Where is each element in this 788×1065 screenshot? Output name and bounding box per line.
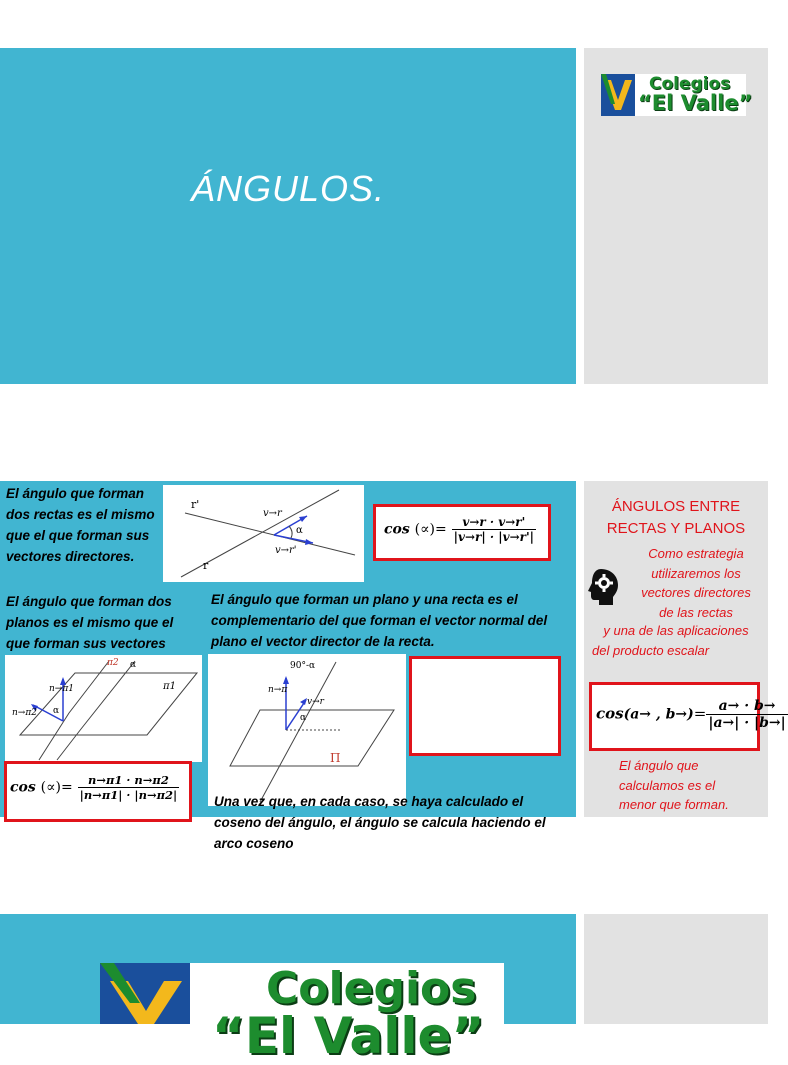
logo-text-el-valle: “El Valle”	[638, 91, 753, 115]
school-logo-large	[100, 963, 504, 1065]
strategy-line-1: Como estrategia	[648, 546, 744, 561]
note-line-1: El ángulo que	[619, 758, 699, 773]
label-vr-plane: v→r	[307, 697, 324, 707]
figure-plane-and-line	[208, 654, 406, 806]
label-r-prime: r'	[191, 498, 200, 511]
label-vr: v→r	[263, 508, 282, 519]
label-pi2: π2	[107, 658, 119, 668]
title-slide-panel	[0, 48, 576, 384]
note-line-3: menor que forman.	[619, 797, 729, 812]
strategy-line-2: utilizaremos los	[651, 565, 741, 581]
figure-two-planes	[5, 655, 202, 762]
slide-title: ÁNGULOS.	[190, 168, 386, 209]
formula-general-box: cos(a→ , b→)= $\frac{a\to \cdot b\to}{|a\to| \cdot |b\to|}$	[589, 682, 760, 751]
formula-cos-planes: cos	[10, 779, 36, 796]
label-n-pi1: n→π1	[49, 684, 74, 694]
sidebar-heading-line2: RECTAS Y PLANOS	[606, 520, 746, 537]
sidebar-heading	[584, 496, 768, 540]
label-alpha-planes-top: α	[130, 660, 137, 670]
formula-general-denominator: |a→| · |b→|	[708, 715, 786, 731]
formula-general-numerator: a→ · b→	[706, 698, 787, 715]
formula-lines-numerator: v→r · v→r'	[452, 515, 536, 530]
sidebar-application	[584, 621, 768, 660]
label-vr-prime: v→r'	[275, 545, 297, 556]
formula-planes-numerator: n→π1 · n→π2	[78, 773, 180, 788]
logo-large-text-el-valle: “El Valle”	[212, 1007, 485, 1065]
logo-emblem	[601, 74, 635, 116]
label-n-pi: n→π	[268, 685, 288, 695]
sidebar-strategy	[624, 544, 768, 622]
sidebar-note	[619, 756, 768, 815]
text-arc-cosine: Una vez que, en cada caso, se haya calculado el coseno del ángulo, el ángulo se calcula haciendo el arco coseno	[214, 794, 546, 851]
label-alpha-plane: α	[300, 713, 307, 723]
formula-lines-box: cos (∝)= $\frac{v\to r \cdot v\to r'}{|v\to r| \cdot |v\to r'|}$	[373, 504, 551, 561]
logo-emblem-large	[100, 963, 190, 1024]
school-logo	[601, 74, 753, 116]
text-angle-plane-line: El ángulo que forman un plano y una recta es el complementario del que forman el vector normal del plano el vector director de la recta.	[211, 592, 548, 649]
logo-slide-sidebar	[584, 914, 768, 1024]
empty-formula-box	[409, 656, 561, 756]
formula-cos-lines: cos	[384, 521, 410, 538]
logo-text-colegios: Colegios	[649, 74, 731, 94]
label-alpha: α	[296, 525, 303, 536]
label-pi1: π1	[163, 681, 176, 692]
formula-planes-box: cos (∝)= $\frac{n\to\pi 1 \cdot n\to\pi 2}{|n\to\pi 1| \cdot |n\to\pi 2|}$	[4, 761, 192, 822]
strategy-line-4: de las rectas	[659, 604, 733, 620]
text-angle-between-lines: El ángulo que forman dos rectas es el mismo que el que forman sus vectores directores.	[6, 486, 155, 564]
label-alpha-planes: α	[53, 706, 60, 716]
logo-large-text-colegios: Colegios	[266, 963, 477, 1014]
figure-two-lines	[163, 485, 364, 582]
label-r: r	[203, 559, 209, 572]
application-line-2: del producto escalar	[592, 642, 710, 658]
note-line-2: calculamos es el	[619, 777, 716, 793]
diagram-two-planes	[5, 655, 202, 762]
text-angle-between-planes: El ángulo que forman dos planos es el mismo que el que forman sus vectores	[6, 594, 174, 651]
label-n-pi2: n→π2	[12, 708, 37, 718]
label-pi-plane: Π	[330, 751, 341, 765]
diagram-plane-line	[208, 654, 406, 806]
formula-general-argument: (a→ , b→)	[623, 706, 694, 723]
formula-lines-denominator: |v→r| · |v→r'|	[453, 530, 535, 544]
strategy-line-3: vectores directores	[641, 585, 751, 600]
formula-planes-denominator: |n→π1| · |n→π2|	[79, 788, 178, 802]
diagram-two-lines	[163, 485, 364, 582]
head-gear-icon	[587, 567, 619, 607]
formula-cos-general: cos	[596, 704, 624, 723]
label-90-minus-alpha: 90°-α	[290, 661, 316, 671]
sidebar-heading-line1: ÁNGULOS ENTRE	[611, 498, 741, 515]
application-line-1: y una de las aplicaciones	[603, 623, 749, 638]
